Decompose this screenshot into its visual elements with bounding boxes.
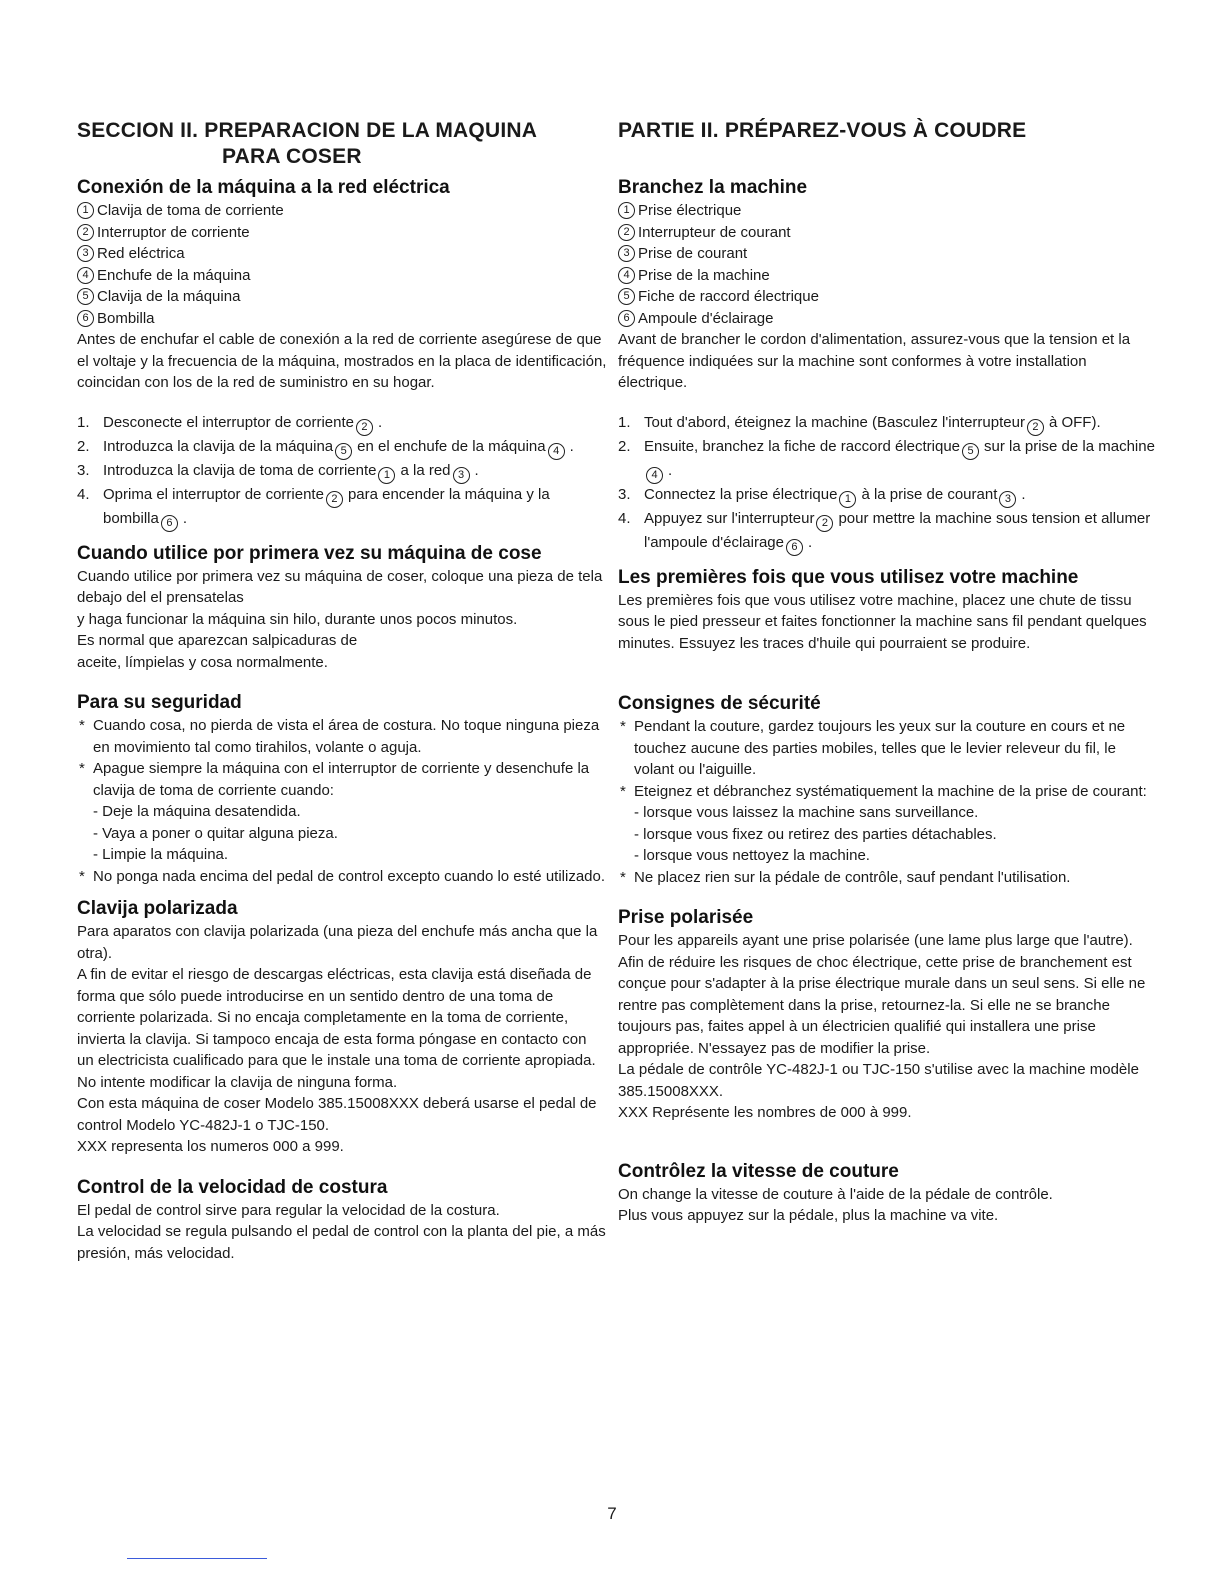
spanish-polarized-line: A fin de evitar el riesgo de descargas eléctricas, esta clavija está diseñada de forma que sólo puede introducirse en un sentido dentro de una toma de corriente polarizada. Si no encaja completamente en la toma de corriente, invierta la clavija. Si tampoco encaja de esta forma póngase en contacto con un electricista cualificado para que le instale una toma de corriente apropiada. No intente modificar la clavija de ninguna forma. [77, 966, 596, 1091]
step-item: 2. Ensuite, branchez la fiche de raccord électrique 5 sur la prise de la machine 4 . [618, 436, 1158, 484]
number-1-icon: 1 [378, 467, 395, 484]
number-2-icon: 2 [326, 491, 343, 508]
step-item: 3. Introduzca la clavija de toma de corriente 1 a la red 3 . [77, 460, 607, 484]
list-item: 6 Ampoule d'éclairage [618, 308, 1158, 330]
list-item: * No ponga nada encima del pedal de control excepto cuando lo esté utilizado. [77, 866, 607, 888]
french-connect-heading: Branchez la machine [618, 177, 808, 198]
list-item: 3 Prise de courant [618, 243, 1158, 265]
french-first-use-heading: Les premières fois que vous utilisez votre machine [618, 566, 1079, 588]
spanish-first-use-line: Es normal que aparezcan salpicaduras de [77, 632, 358, 649]
french-connect-intro: Avant de brancher le cordon d'alimentation, assurez-vous que la tension et la fréquence indiquées sur la machine sont conformes à votre installation électrique. [618, 331, 1131, 391]
page-number: 7 [607, 1504, 617, 1523]
list-item: 4 Enchufe de la máquina [77, 265, 607, 287]
list-item: 5 Clavija de la máquina [77, 286, 607, 308]
sub-item: - lorsque vous laissez la machine sans surveillance. [634, 804, 979, 821]
step-item: 2. Introduzca la clavija de la máquina 5 en el enchufe de la máquina 4 . [77, 436, 607, 460]
french-steps-list [618, 412, 1158, 556]
number-6-icon: 6 [786, 539, 803, 556]
step-item: 4. Oprima el interruptor de corriente 2 para encender la máquina y la bombilla 6 . [77, 484, 607, 532]
list-item: 3 Red eléctrica [77, 243, 607, 265]
list-item: 6 Bombilla [77, 308, 607, 330]
spanish-polarized-line: Con esta máquina de coser Modelo 385.15008XXX deberá usarse el pedal de control Modelo YC-482J-1 o TJC-150. [77, 1095, 597, 1134]
number-5-icon: 5 [618, 288, 635, 305]
spanish-title-line1: SECCION II. PREPARACION DE LA MAQUINA [77, 119, 538, 142]
spanish-section-title [77, 118, 607, 170]
french-speed-line: On change la vitesse de couture à l'aide de la pédale de contrôle. [618, 1185, 1053, 1203]
spanish-first-use-line: aceite, límpielas y cosa normalmente. [77, 653, 328, 671]
spanish-first-use-heading: Cuando utilice por primera vez su máquina de cose [77, 542, 542, 564]
spanish-first-use-line: Cuando utilice por primera vez su máquina de coser, coloque una pieza de tela debajo del el prensatelas [77, 567, 603, 606]
spanish-connect-intro: Antes de enchufar el cable de conexión a la red de corriente asegúrese de que el voltaje y la frecuencia de la máquina, mostrados en la placa de identificación, coincidan con los de la red de suministro en su hogar. [77, 331, 607, 391]
number-3-icon: 3 [999, 491, 1016, 508]
list-item: * Apague siempre la máquina con el interruptor de corriente y desenchufe la clavija de toma de corriente cuando: - Deje la máquina desatendida. - Vaya a poner o quitar alguna pieza. - Limpie la máquina. [77, 758, 607, 866]
list-item: * Cuando cosa, no pierda de vista el área de costura. No toque ninguna pieza en movimiento tal como tirahilos, volante o aguja. [77, 715, 607, 758]
number-5-icon: 5 [77, 288, 94, 305]
spanish-safety-heading: Para su seguridad [77, 692, 242, 713]
french-first-use-text: Les premières fois que vous utilisez votre machine, placez une chute de tissu sous le pied presseur et faites fonctionner la machine sans fil pendant quelques minutes. Essuyez les traces d'huile qui pourraient se produire. [618, 591, 1147, 652]
spanish-polarized-line: XXX representa los numeros 000 a 999. [77, 1138, 344, 1155]
french-safety-list [618, 716, 1158, 888]
list-item: 1 Clavija de toma de corriente [77, 200, 607, 222]
french-polarized-line: La pédale de contrôle YC-482J-1 ou TJC-150 s'utilise avec la machine modèle 385.15008XXX. [618, 1061, 1139, 1100]
list-item: * Pendant la couture, gardez toujours les yeux sur la couture en cours et ne touchez aucune des parties mobiles, telles que le levier releveur du fil, le volant ou l'aiguille. [618, 716, 1158, 781]
number-2-icon: 2 [816, 515, 833, 532]
step-item: 1. Tout d'abord, éteignez la machine (Basculez l'interrupteur 2 à OFF). [618, 412, 1158, 436]
list-item: 2 Interrupteur de courant [618, 222, 1158, 244]
spanish-speed-heading: Control de la velocidad de costura [77, 1176, 388, 1198]
number-3-icon: 3 [77, 245, 94, 262]
spanish-steps-list [77, 412, 607, 532]
spanish-polarized-heading: Clavija polarizada [77, 898, 238, 919]
step-item: 1. Desconecte el interruptor de corriente 2 . [77, 412, 607, 436]
number-2-icon: 2 [618, 224, 635, 241]
sub-item: - lorsque vous nettoyez la machine. [634, 847, 870, 864]
number-5-icon: 5 [335, 443, 352, 460]
number-6-icon: 6 [618, 310, 635, 327]
list-item: * Eteignez et débranchez systématiquement la machine de la prise de courant: - lorsque vous laissez la machine sans surveillance. - lorsque vous fixez ou retirez des parties détachables. - lorsque vous nettoyez la machine. [618, 781, 1158, 867]
spanish-speed-line: El pedal de control sirve para regular la velocidad de la costura. [77, 1201, 500, 1219]
step-item: 4. Appuyez sur l'interrupteur 2 pour mettre la machine sous tension et allumer l'ampoule d'éclairage 6 . [618, 508, 1158, 556]
number-2-icon: 2 [1027, 419, 1044, 436]
spanish-legend-list [77, 200, 607, 329]
sub-item: - Deje la máquina desatendida. [93, 803, 301, 820]
number-2-icon: 2 [356, 419, 373, 436]
spanish-polarized-line: Para aparatos con clavija polarizada (una pieza del enchufe más ancha que la otra). [77, 923, 598, 962]
french-polarized-heading: Prise polarisée [618, 907, 754, 928]
footer-rule [127, 1558, 267, 1559]
list-item: 5 Fiche de raccord électrique [618, 286, 1158, 308]
sub-item: - Limpie la máquina. [93, 846, 229, 863]
french-legend-list [618, 200, 1158, 329]
number-4-icon: 4 [548, 443, 565, 460]
spanish-safety-list [77, 715, 607, 887]
french-safety-heading: Consignes de sécurité [618, 693, 821, 714]
number-5-icon: 5 [962, 443, 979, 460]
number-1-icon: 1 [77, 202, 94, 219]
spanish-first-use-line: y haga funcionar la máquina sin hilo, durante unos pocos minutos. [77, 610, 518, 628]
number-6-icon: 6 [161, 515, 178, 532]
number-4-icon: 4 [618, 267, 635, 284]
list-item: 1 Prise électrique [618, 200, 1158, 222]
sub-item: - lorsque vous fixez ou retirez des parties détachables. [634, 825, 997, 843]
number-1-icon: 1 [839, 491, 856, 508]
number-6-icon: 6 [77, 310, 94, 327]
french-speed-line: Plus vous appuyez sur la pédale, plus la machine va vite. [618, 1207, 999, 1224]
list-item: * Ne placez rien sur la pédale de contrôle, sauf pendant l'utilisation. [618, 867, 1158, 889]
french-speed-heading: Contrôlez la vitesse de couture [618, 1160, 899, 1182]
number-2-icon: 2 [77, 224, 94, 241]
number-3-icon: 3 [618, 245, 635, 262]
step-item: 3. Connectez la prise électrique 1 à la prise de courant 3 . [618, 484, 1158, 508]
french-column [618, 118, 1158, 1227]
spanish-speed-line: La velocidad se regula pulsando el pedal de control con la planta del pie, a más presión, más velocidad. [77, 1223, 606, 1262]
number-4-icon: 4 [77, 267, 94, 284]
spanish-title-line2: PARA COSER [222, 145, 362, 168]
number-1-icon: 1 [618, 202, 635, 219]
number-4-icon: 4 [646, 467, 663, 484]
spanish-connect-heading: Conexión de la máquina a la red eléctrica [77, 177, 450, 198]
spanish-column [77, 118, 607, 1264]
sub-item: - Vaya a poner o quitar alguna pieza. [93, 824, 338, 842]
number-3-icon: 3 [453, 467, 470, 484]
french-polarized-line: XXX Représente les nombres de 000 à 999. [618, 1104, 912, 1121]
french-polarized-line: Pour les appareils ayant une prise polarisée (une lame plus large que l'autre). Afin de réduire les risques de choc électrique, cette prise de branchement est conçue pour s'adapter à la prise électrique murale dans un seul sens. Si elle ne rentre pas complètement dans la prise, retournez-la. Si elle ne se branche toujours pas, faites appel à un électricien qualifié qui installera une prise appropriée. N'essayez pas de modifier la prise. [618, 932, 1146, 1057]
list-item: 4 Prise de la machine [618, 265, 1158, 287]
list-item: 2 Interruptor de corriente [77, 222, 607, 244]
french-section-title: PARTIE II. PRÉPAREZ-VOUS À COUDRE [618, 119, 1027, 142]
